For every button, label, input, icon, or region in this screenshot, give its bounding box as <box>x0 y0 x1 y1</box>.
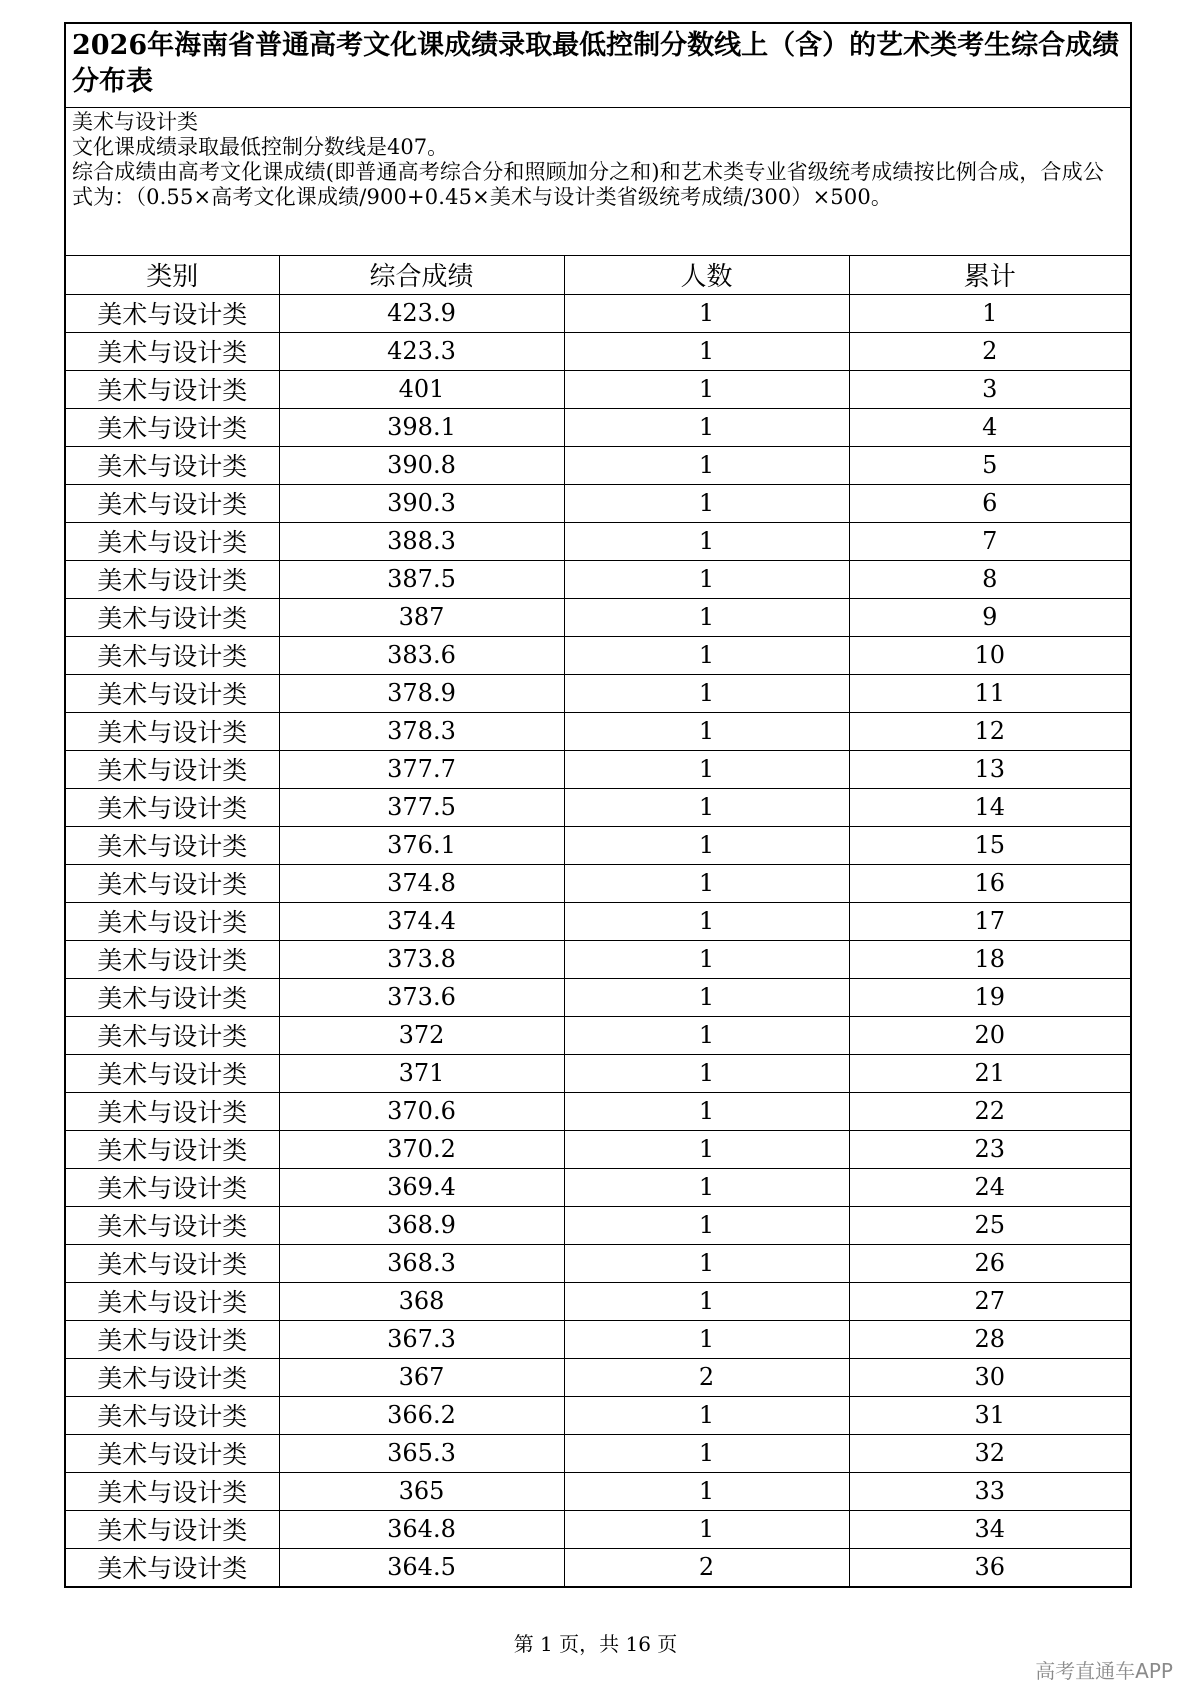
cell-category: 美术与设计类 <box>66 1320 279 1358</box>
cell-category: 美术与设计类 <box>66 598 279 636</box>
cell-cumulative: 14 <box>849 788 1130 826</box>
cell-score: 365.3 <box>279 1434 564 1472</box>
cell-category: 美术与设计类 <box>66 902 279 940</box>
cell-category: 美术与设计类 <box>66 484 279 522</box>
cell-cumulative: 21 <box>849 1054 1130 1092</box>
cell-category: 美术与设计类 <box>66 636 279 674</box>
table-row <box>66 1358 1130 1396</box>
cell-score: 364.5 <box>279 1548 564 1586</box>
cell-cumulative: 22 <box>849 1092 1130 1130</box>
cell-score: 370.2 <box>279 1130 564 1168</box>
cell-score: 387.5 <box>279 560 564 598</box>
table-row <box>66 1054 1130 1092</box>
header-score: 综合成绩 <box>279 256 564 294</box>
cell-count: 1 <box>564 788 849 826</box>
cell-category: 美术与设计类 <box>66 522 279 560</box>
table-row <box>66 978 1130 1016</box>
watermark: 高考直通车APP <box>1035 1659 1173 1683</box>
cell-category: 美术与设计类 <box>66 1244 279 1282</box>
cell-category: 美术与设计类 <box>66 1130 279 1168</box>
table-row <box>66 1092 1130 1130</box>
cell-count: 1 <box>564 522 849 560</box>
cell-category: 美术与设计类 <box>66 1016 279 1054</box>
cell-cumulative: 33 <box>849 1472 1130 1510</box>
cell-category: 美术与设计类 <box>66 560 279 598</box>
table-row <box>66 864 1130 902</box>
cell-count: 1 <box>564 1282 849 1320</box>
cell-cumulative: 4 <box>849 408 1130 446</box>
table-header-row <box>66 256 1130 294</box>
cell-cumulative: 30 <box>849 1358 1130 1396</box>
cell-cumulative: 9 <box>849 598 1130 636</box>
cell-category: 美术与设计类 <box>66 978 279 1016</box>
cell-count: 1 <box>564 636 849 674</box>
cell-count: 1 <box>564 598 849 636</box>
table-row <box>66 484 1130 522</box>
cell-count: 1 <box>564 712 849 750</box>
cell-count: 1 <box>564 864 849 902</box>
cell-category: 美术与设计类 <box>66 1396 279 1434</box>
cell-category: 美术与设计类 <box>66 1548 279 1586</box>
cell-count: 1 <box>564 332 849 370</box>
cell-count: 1 <box>564 560 849 598</box>
table-row <box>66 674 1130 712</box>
cell-score: 377.5 <box>279 788 564 826</box>
cell-cumulative: 5 <box>849 446 1130 484</box>
table-row <box>66 940 1130 978</box>
cell-score: 368.3 <box>279 1244 564 1282</box>
cell-cumulative: 27 <box>849 1282 1130 1320</box>
cell-count: 1 <box>564 978 849 1016</box>
table-row <box>66 1016 1130 1054</box>
cell-category: 美术与设计类 <box>66 788 279 826</box>
cell-cumulative: 24 <box>849 1168 1130 1206</box>
table-row <box>66 750 1130 788</box>
cell-count: 2 <box>564 1358 849 1396</box>
cell-count: 1 <box>564 370 849 408</box>
cell-cumulative: 36 <box>849 1548 1130 1586</box>
table-row <box>66 560 1130 598</box>
cell-cumulative: 20 <box>849 1016 1130 1054</box>
cell-category: 美术与设计类 <box>66 674 279 712</box>
info-block <box>66 108 1130 256</box>
table-row <box>66 598 1130 636</box>
cell-count: 1 <box>564 484 849 522</box>
cell-count: 1 <box>564 674 849 712</box>
cell-category: 美术与设计类 <box>66 1472 279 1510</box>
cell-cumulative: 7 <box>849 522 1130 560</box>
cell-count: 1 <box>564 1244 849 1282</box>
cell-category: 美术与设计类 <box>66 1092 279 1130</box>
cell-count: 1 <box>564 826 849 864</box>
cell-score: 372 <box>279 1016 564 1054</box>
table-row <box>66 294 1130 332</box>
cell-category: 美术与设计类 <box>66 1282 279 1320</box>
cell-count: 1 <box>564 1168 849 1206</box>
table-row <box>66 1130 1130 1168</box>
cell-category: 美术与设计类 <box>66 940 279 978</box>
document-title: 2026年海南省普通高考文化课成绩录取最低控制分数线上（含）的艺术类考生综合成绩分布表 <box>66 24 1130 108</box>
cell-category: 美术与设计类 <box>66 826 279 864</box>
cell-score: 365 <box>279 1472 564 1510</box>
cell-score: 366.2 <box>279 1396 564 1434</box>
cell-count: 1 <box>564 1320 849 1358</box>
table-row <box>66 1282 1130 1320</box>
cell-score: 367.3 <box>279 1320 564 1358</box>
cell-score: 423.3 <box>279 332 564 370</box>
cell-score: 383.6 <box>279 636 564 674</box>
cell-count: 1 <box>564 294 849 332</box>
cell-category: 美术与设计类 <box>66 750 279 788</box>
header-cumulative: 累计 <box>849 256 1130 294</box>
cell-cumulative: 6 <box>849 484 1130 522</box>
cell-score: 364.8 <box>279 1510 564 1548</box>
cell-category: 美术与设计类 <box>66 1510 279 1548</box>
cell-score: 374.8 <box>279 864 564 902</box>
cell-score: 371 <box>279 1054 564 1092</box>
table-row <box>66 636 1130 674</box>
cell-cumulative: 19 <box>849 978 1130 1016</box>
cell-score: 398.1 <box>279 408 564 446</box>
cell-count: 2 <box>564 1548 849 1586</box>
cell-count: 1 <box>564 750 849 788</box>
cell-score: 378.9 <box>279 674 564 712</box>
cell-cumulative: 18 <box>849 940 1130 978</box>
cell-count: 1 <box>564 1396 849 1434</box>
table-row <box>66 446 1130 484</box>
cell-cumulative: 15 <box>849 826 1130 864</box>
cell-count: 1 <box>564 446 849 484</box>
cell-category: 美术与设计类 <box>66 294 279 332</box>
cell-count: 1 <box>564 940 849 978</box>
cell-score: 401 <box>279 370 564 408</box>
cell-count: 1 <box>564 1130 849 1168</box>
cell-cumulative: 2 <box>849 332 1130 370</box>
info-category: 美术与设计类 <box>72 110 198 134</box>
cell-count: 1 <box>564 1472 849 1510</box>
cell-count: 1 <box>564 1016 849 1054</box>
table-row <box>66 408 1130 446</box>
header-count: 人数 <box>564 256 849 294</box>
table-row <box>66 1168 1130 1206</box>
cell-cumulative: 31 <box>849 1396 1130 1434</box>
cell-score: 390.3 <box>279 484 564 522</box>
info-formula: 综合成绩由高考文化课成绩(即普通高考综合分和照顾加分之和)和艺术类专业省级统考成绩按比例合成，合成公式为：（0.55×高考文化课成绩/900+0.45×美术与设计类省级统考成绩/300）×500。 <box>72 160 1104 209</box>
table-row <box>66 522 1130 560</box>
table-body <box>66 294 1130 1586</box>
table-row <box>66 788 1130 826</box>
cell-cumulative: 28 <box>849 1320 1130 1358</box>
table-row <box>66 1244 1130 1282</box>
table-row <box>66 1472 1130 1510</box>
cell-score: 376.1 <box>279 826 564 864</box>
cell-score: 374.4 <box>279 902 564 940</box>
cell-cumulative: 16 <box>849 864 1130 902</box>
cell-category: 美术与设计类 <box>66 408 279 446</box>
cell-cumulative: 1 <box>849 294 1130 332</box>
cell-score: 369.4 <box>279 1168 564 1206</box>
cell-category: 美术与设计类 <box>66 1358 279 1396</box>
cell-cumulative: 25 <box>849 1206 1130 1244</box>
cell-score: 373.8 <box>279 940 564 978</box>
cell-cumulative: 32 <box>849 1434 1130 1472</box>
cell-cumulative: 12 <box>849 712 1130 750</box>
cell-count: 1 <box>564 408 849 446</box>
cell-count: 1 <box>564 1092 849 1130</box>
cell-score: 368 <box>279 1282 564 1320</box>
cell-category: 美术与设计类 <box>66 712 279 750</box>
cell-count: 1 <box>564 1510 849 1548</box>
cell-category: 美术与设计类 <box>66 1168 279 1206</box>
table-row <box>66 1434 1130 1472</box>
table-row <box>66 712 1130 750</box>
table-row <box>66 1206 1130 1244</box>
table-row <box>66 902 1130 940</box>
cell-score: 373.6 <box>279 978 564 1016</box>
cell-category: 美术与设计类 <box>66 446 279 484</box>
cell-score: 370.6 <box>279 1092 564 1130</box>
cell-cumulative: 8 <box>849 560 1130 598</box>
cell-cumulative: 10 <box>849 636 1130 674</box>
cell-cumulative: 34 <box>849 1510 1130 1548</box>
cell-category: 美术与设计类 <box>66 1054 279 1092</box>
cell-category: 美术与设计类 <box>66 1206 279 1244</box>
cell-count: 1 <box>564 902 849 940</box>
cell-cumulative: 26 <box>849 1244 1130 1282</box>
table-row <box>66 1396 1130 1434</box>
table-row <box>66 332 1130 370</box>
cell-category: 美术与设计类 <box>66 370 279 408</box>
table-row <box>66 1320 1130 1358</box>
table-row <box>66 1510 1130 1548</box>
cell-score: 368.9 <box>279 1206 564 1244</box>
page-footer: 第 1 页，共 16 页 <box>513 1632 678 1656</box>
cell-category: 美术与设计类 <box>66 332 279 370</box>
cell-cumulative: 3 <box>849 370 1130 408</box>
cell-cumulative: 11 <box>849 674 1130 712</box>
cell-score: 390.8 <box>279 446 564 484</box>
cell-score: 377.7 <box>279 750 564 788</box>
score-distribution-sheet <box>64 22 1132 1588</box>
cell-score: 378.3 <box>279 712 564 750</box>
cell-count: 1 <box>564 1206 849 1244</box>
score-table <box>66 256 1130 1586</box>
cell-cumulative: 17 <box>849 902 1130 940</box>
info-min-line: 文化课成绩录取最低控制分数线是407。 <box>72 135 449 159</box>
table-row <box>66 370 1130 408</box>
table-row <box>66 826 1130 864</box>
table-row <box>66 1548 1130 1586</box>
header-category: 类别 <box>66 256 279 294</box>
cell-score: 367 <box>279 1358 564 1396</box>
cell-category: 美术与设计类 <box>66 1434 279 1472</box>
cell-score: 423.9 <box>279 294 564 332</box>
cell-cumulative: 13 <box>849 750 1130 788</box>
cell-count: 1 <box>564 1054 849 1092</box>
cell-category: 美术与设计类 <box>66 864 279 902</box>
cell-score: 388.3 <box>279 522 564 560</box>
cell-count: 1 <box>564 1434 849 1472</box>
cell-cumulative: 23 <box>849 1130 1130 1168</box>
cell-score: 387 <box>279 598 564 636</box>
